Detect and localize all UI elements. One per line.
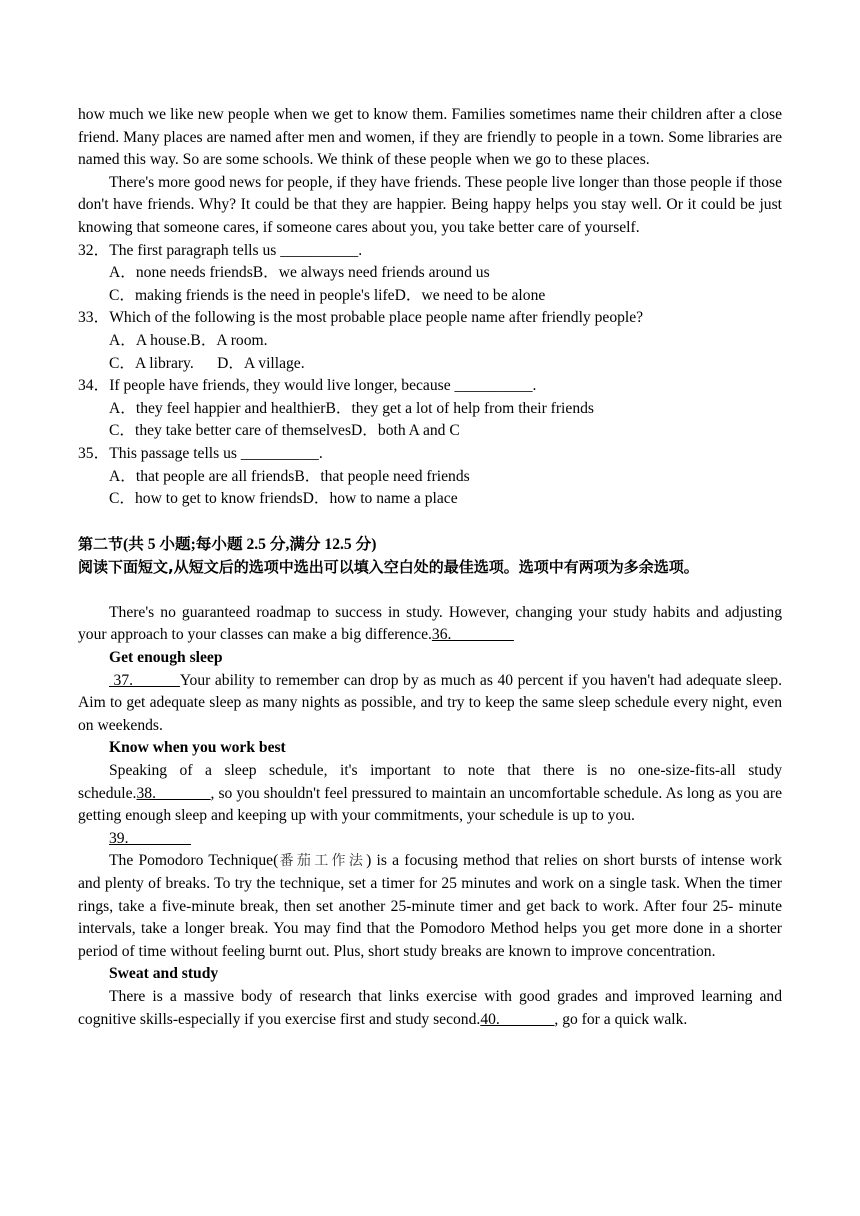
passage-intro: There's no guaranteed roadmap to success in study. However, changing your study habits and adjusting your approach to your classes can make a big difference.36.________ bbox=[78, 603, 782, 644]
passage-paragraph: how much we like new people when we get to know them. Families sometimes name their children after a close friend. Many places are named after men and women, if they are friendly to people in a town. Some libraries are named this way. So are some schools. We think of these people when we go to these places. bbox=[78, 106, 782, 169]
passage-paragraph: There's more good news for people, if they have friends. These people live longer than those people if those don't have friends. Why? It could be that they are happier. Being happy helps you stay well. Or it could be just knowing that someone cares, if someone cares about you, you take better care of yourself. bbox=[78, 173, 782, 236]
question-stem: 33．Which of the following is the most probable place people name after friendly people? bbox=[78, 309, 644, 327]
subheading: Know when you work best bbox=[109, 739, 286, 757]
passage-paragraph: Speaking of a sleep schedule, it's important to note that there is no one-size-fits-all study schedule.38._______, so you shouldn't feel pressured to maintain an uncomfortable schedule. As long as you are getting enough sleep and keeping up with your commitments, your schedule is up to you. bbox=[78, 762, 782, 825]
question-stem: 32．The first paragraph tells us __________. bbox=[78, 241, 363, 259]
section-title-cn: 第二节 bbox=[78, 534, 124, 553]
passage-paragraph: There is a massive body of research that links exercise with good grades and improved learning and cognitive skills-especially if you exercise first and study second.40._______, go for a quick walk. bbox=[78, 987, 782, 1028]
option-line: A．they feel happier and healthierB．they get a lot of help from their friends bbox=[109, 399, 594, 417]
passage-paragraph: 37.______Your ability to remember can drop by as much as 40 percent if you haven't had adequate sleep. Aim to get adequate sleep as many nights as possible, and try to keep the same sleep schedule every night, even on weekends. bbox=[78, 671, 782, 734]
blank-39: 39.________ bbox=[109, 829, 191, 847]
option-line: C．making friends is the need in people's lifeD．we need to be alone bbox=[109, 286, 546, 304]
blank-36: 36.________ bbox=[431, 626, 514, 644]
subheading: Sweat and study bbox=[109, 965, 219, 983]
question-stem: 35．This passage tells us __________. bbox=[78, 444, 323, 462]
section-title bbox=[78, 533, 782, 557]
option-line: A．none needs friendsB．we always need friends around us bbox=[109, 264, 490, 282]
option-line: A．A house.B．A room. bbox=[109, 331, 268, 349]
question-34 bbox=[78, 375, 782, 443]
question-32 bbox=[78, 240, 782, 308]
option-line: C．how to get to know friendsD．how to name a place bbox=[109, 490, 458, 508]
blank-37: 37.______ bbox=[109, 671, 180, 689]
option-line: A．that people are all friendsB．that people need friends bbox=[109, 467, 470, 485]
question-stem: 34．If people have friends, they would live longer, because __________. bbox=[78, 377, 537, 395]
blank-40: 40._______ bbox=[480, 1010, 555, 1028]
option-line: C．they take better care of themselvesD．both A and C bbox=[109, 422, 460, 440]
blank-38: 38._______ bbox=[136, 784, 211, 802]
spacer bbox=[78, 580, 782, 602]
passage-paragraph: The Pomodoro Technique(番茄工作法) is a focusing method that relies on short bursts of intense work and plenty of breaks. To try the technique, set a timer for 25 minutes and work on a single task. When the timer rings, take a five-minute break, then set another 25-minute timer and get back to work. After four 25- minute intervals, take a longer break. You may find that the Pomodoro Method helps you get more done in a shorter period of time without feeling burnt out. Plus, short study breaks are known to improve concentration. bbox=[78, 852, 783, 960]
question-35 bbox=[78, 443, 782, 511]
document-page bbox=[78, 0, 782, 1031]
question-33 bbox=[78, 307, 782, 375]
subheading: Get enough sleep bbox=[109, 649, 223, 667]
chinese-term: 番茄工作法 bbox=[278, 853, 367, 870]
section-title-points: (共 5 小题;每小题 2.5 分,满分 12.5 分) bbox=[123, 535, 377, 553]
option-line: C．A library. D．A village. bbox=[109, 354, 305, 372]
blank-39-line bbox=[78, 828, 782, 851]
section-instruction: 阅读下面短文,从短文后的选项中选出可以填入空白处的最佳选项。选项中有两项为多余选项。 bbox=[78, 558, 699, 577]
